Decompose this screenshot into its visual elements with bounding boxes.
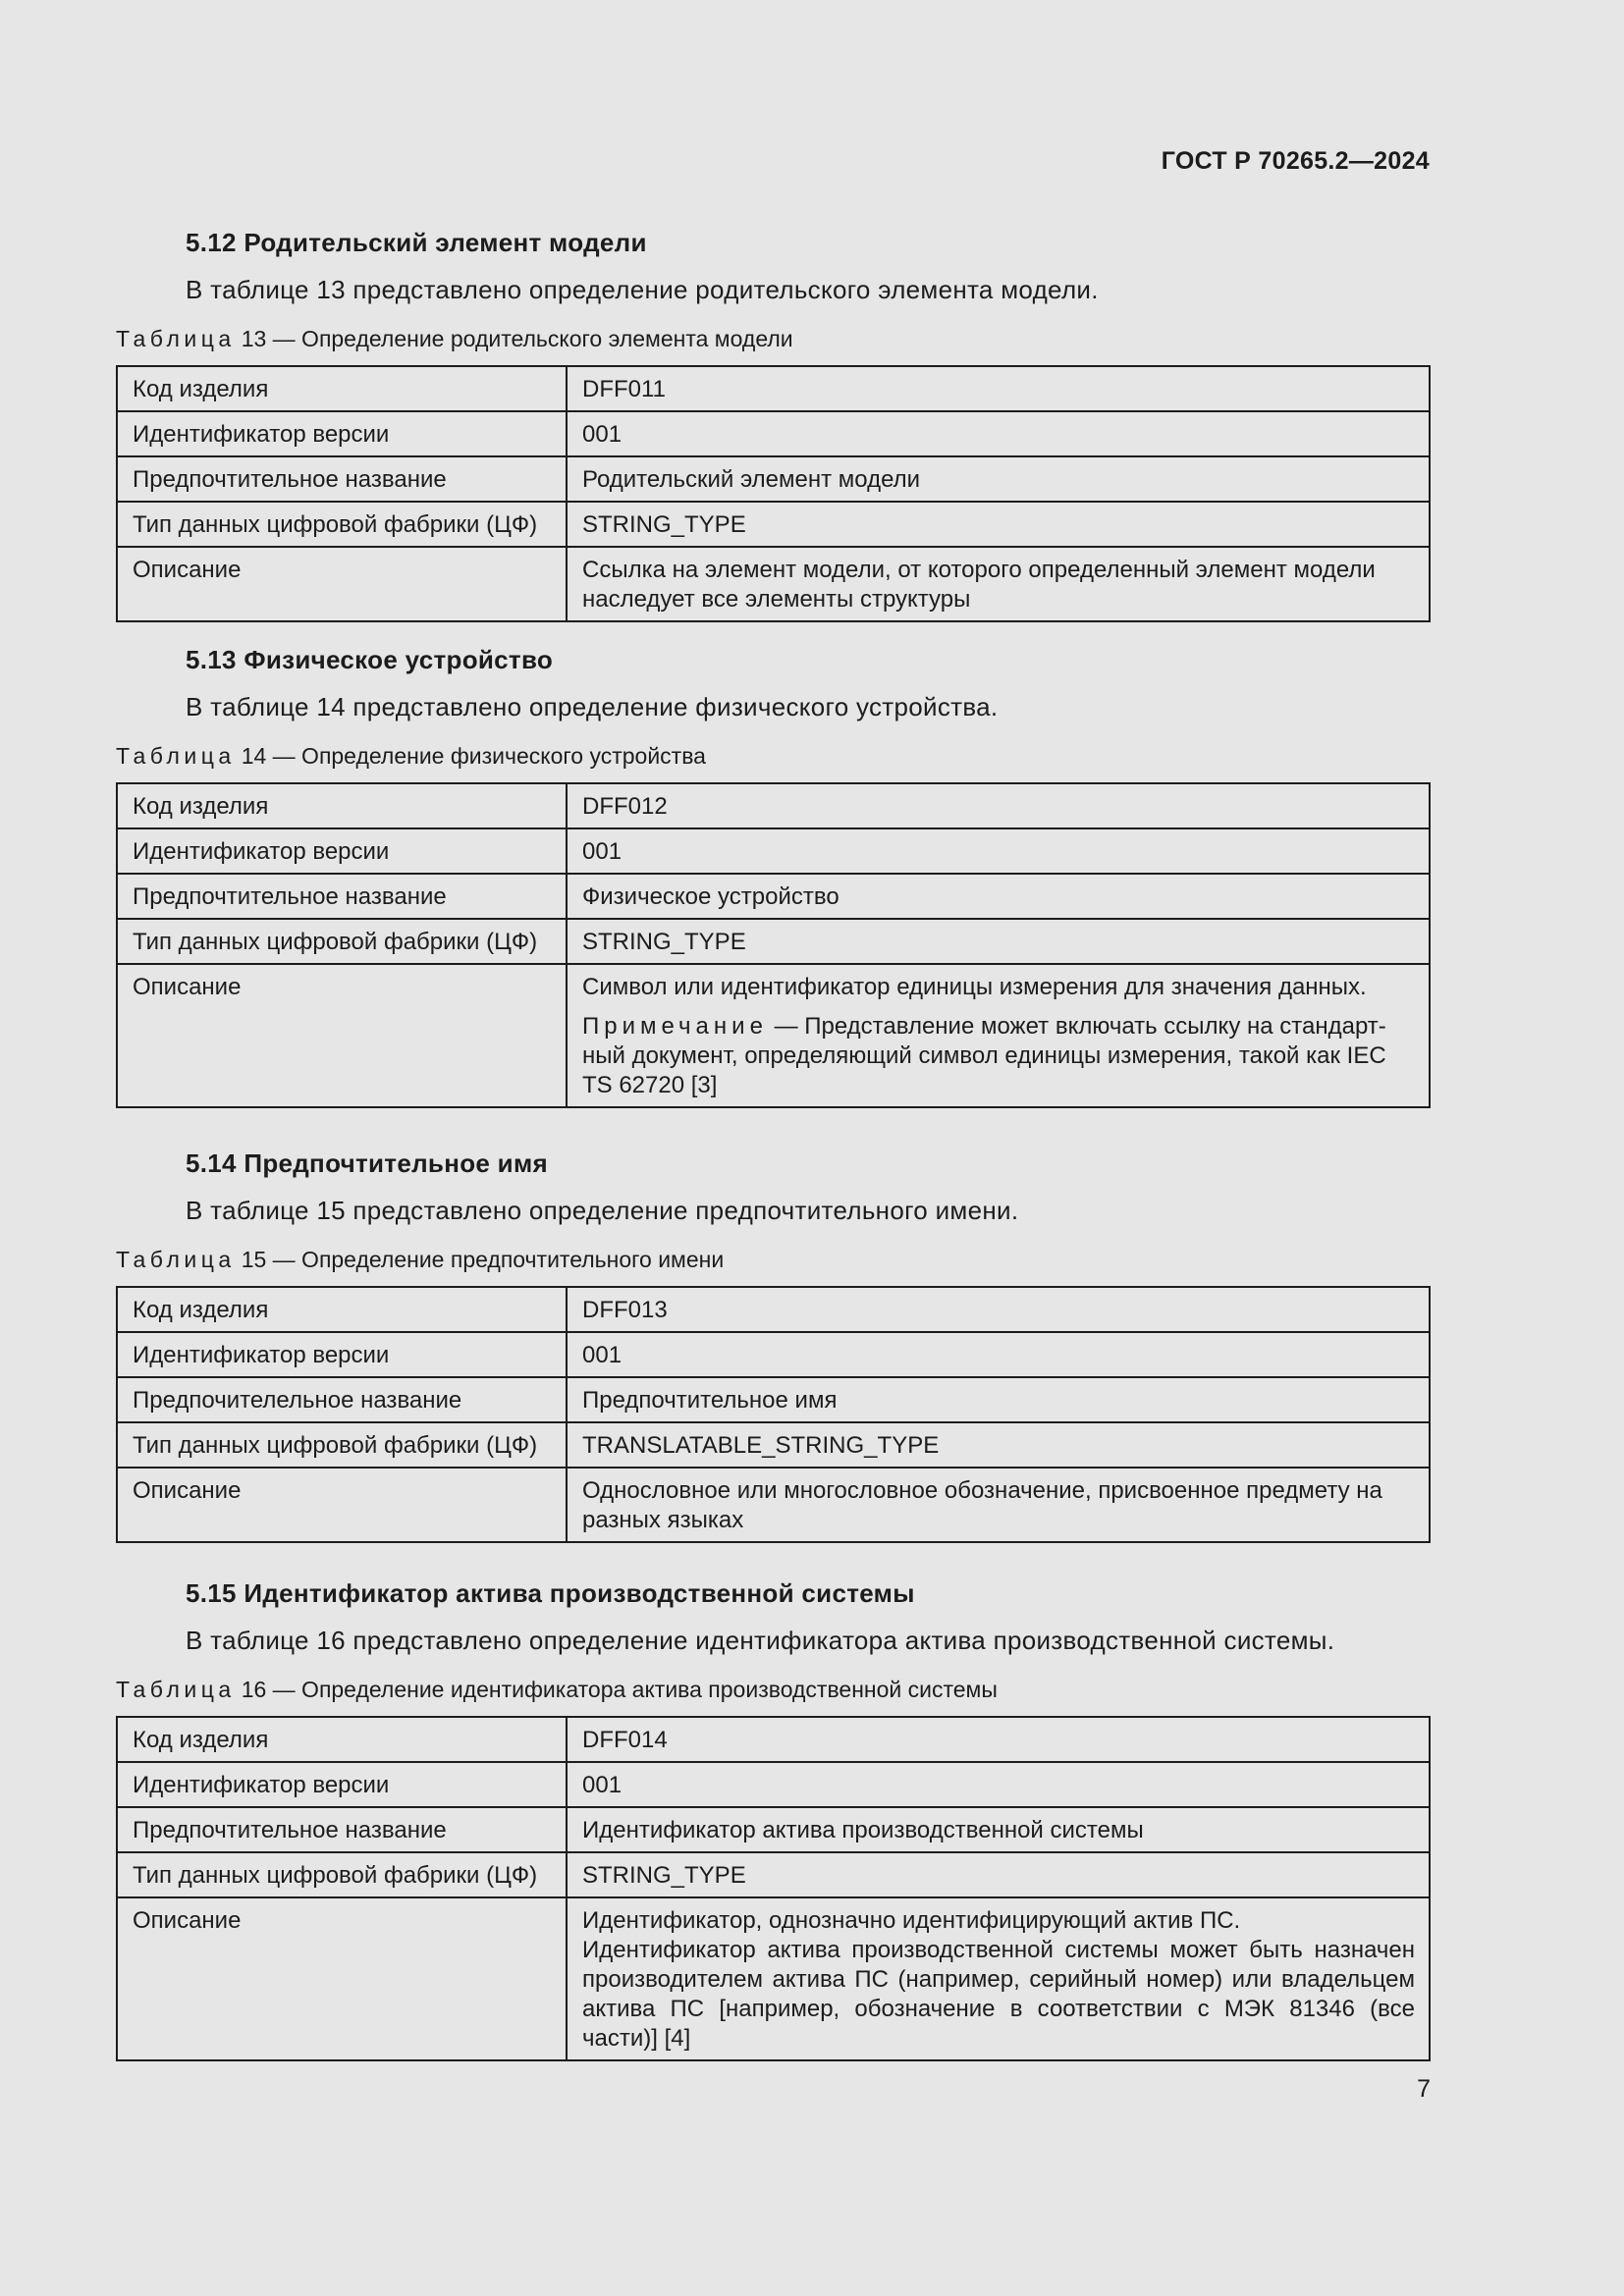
row-value: DFF012 [567,783,1430,828]
table-row [117,783,1430,828]
table-row [117,1332,1430,1377]
row-value: Идентификатор актива производственной системы [567,1807,1430,1852]
section-heading: 5.12 Родительский элемент модели [186,228,647,257]
row-label: Предпочтительное название [117,1807,567,1852]
table-row [117,366,1430,411]
caption-prefix: Таблица [116,1677,236,1702]
row-value: Родительский элемент модели [567,456,1430,502]
row-label: Код изделия [117,1717,567,1762]
row-value: Предпочтительное имя [567,1377,1430,1422]
note-text: — Представление может включать ссылку на стандартный документ, определяющий символ единицы измерения, такой как IEC TS 62720 [3] [582,1013,1386,1098]
row-value: Однословное или многословное обозначение, присвоенное предмету на разных языках [567,1468,1430,1542]
row-value: DFF013 [567,1287,1430,1332]
row-label: Описание [117,547,567,621]
row-value [567,964,1430,1107]
row-label: Тип данных цифровой фабрики (ЦФ) [117,1422,567,1468]
definition-table-13 [116,365,1431,622]
row-label: Идентификатор версии [117,1332,567,1377]
table-row [117,964,1430,1107]
row-value: DFF011 [567,366,1430,411]
table-row [117,874,1430,919]
table-row [117,1422,1430,1468]
page-number: 7 [1417,2075,1431,2103]
caption-text: 15 — Определение предпочтительного имени [241,1247,725,1272]
section-5-13 [116,643,1431,1108]
row-label: Предпочтительное название [117,456,567,502]
row-label: Тип данных цифровой фабрики (ЦФ) [117,502,567,547]
row-label: Предпочителельное название [117,1377,567,1422]
row-value: 001 [567,828,1430,874]
row-label: Идентификатор версии [117,1762,567,1807]
table-row [117,919,1430,964]
table-row [117,1377,1430,1422]
row-label: Код изделия [117,366,567,411]
definition-table-16 [116,1716,1431,2061]
table-row [117,1897,1430,2060]
section-intro: В таблице 15 представлено определение предпочтительного имени. [186,1196,1019,1225]
caption-text: 13 — Определение родительского элемента модели [241,326,793,351]
row-value: TRANSLATABLE_STRING_TYPE [567,1422,1430,1468]
table-row [117,456,1430,502]
definition-table-14 [116,782,1431,1108]
row-value: 001 [567,1332,1430,1377]
row-value: 001 [567,411,1430,456]
section-5-14 [116,1147,1431,1543]
table-caption [116,324,1431,353]
row-label: Тип данных цифровой фабрики (ЦФ) [117,919,567,964]
definition-table-15 [116,1286,1431,1543]
caption-prefix: Таблица [116,1247,236,1272]
section-5-15 [116,1576,1431,2061]
row-label: Описание [117,964,567,1107]
note [582,1012,1415,1100]
table-row [117,1717,1430,1762]
caption-prefix: Таблица [116,743,236,769]
section-5-12 [116,226,1431,622]
table-row [117,502,1430,547]
row-label: Предпочтительное название [117,874,567,919]
description-text: Символ или идентификатор единицы измерения для значения данных. [582,974,1367,1000]
table-row [117,1807,1430,1852]
section-heading: 5.14 Предпочтительное имя [186,1148,548,1178]
row-value: STRING_TYPE [567,502,1430,547]
table-caption [116,741,1431,771]
table-row [117,411,1430,456]
section-intro: В таблице 13 представлено определение родительского элемента модели. [186,275,1099,304]
caption-text: 14 — Определение физического устройства [241,743,706,769]
table-row [117,1852,1430,1897]
row-value: Физическое устройство [567,874,1430,919]
section-intro: В таблице 14 представлено определение физического устройства. [186,692,999,721]
note-prefix: Примечание [582,1013,768,1040]
table-row [117,1468,1430,1542]
description-text: Идентификатор, однозначно идентифицирующий актив ПС. [582,1907,1241,1934]
table-caption [116,1245,1431,1274]
row-value: DFF014 [567,1717,1430,1762]
description-text-continued: Идентификатор актива производственной системы может быть назначен производителем актива ПС (например, серийный номер) или владельцем актива ПС [например, обозначение в соответствии с МЭК 81346 (все части)] [4] [582,1937,1415,2052]
caption-prefix: Таблица [116,326,236,351]
section-heading: 5.13 Физическое устройство [186,645,554,674]
table-row [117,1762,1430,1807]
row-label: Описание [117,1468,567,1542]
row-value: STRING_TYPE [567,1852,1430,1897]
document-code: ГОСТ Р 70265.2—2024 [1161,147,1430,175]
row-label: Тип данных цифровой фабрики (ЦФ) [117,1852,567,1897]
row-value: STRING_TYPE [567,919,1430,964]
row-label: Код изделия [117,1287,567,1332]
section-intro: В таблице 16 представлено определение идентификатора актива производственной системы. [186,1626,1335,1655]
table-row [117,547,1430,621]
row-value: Ссылка на элемент модели, от которого определенный элемент модели наследует все элементы структуры [567,547,1430,621]
section-heading: 5.15 Идентификатор актива производственной системы [186,1578,915,1608]
row-label: Идентификатор версии [117,411,567,456]
row-label: Код изделия [117,783,567,828]
row-value: 001 [567,1762,1430,1807]
table-row [117,828,1430,874]
caption-text: 16 — Определение идентификатора актива производственной системы [241,1677,998,1702]
table-row [117,1287,1430,1332]
table-caption [116,1675,1431,1704]
row-value [567,1897,1430,2060]
row-label: Идентификатор версии [117,828,567,874]
row-label: Описание [117,1897,567,2060]
